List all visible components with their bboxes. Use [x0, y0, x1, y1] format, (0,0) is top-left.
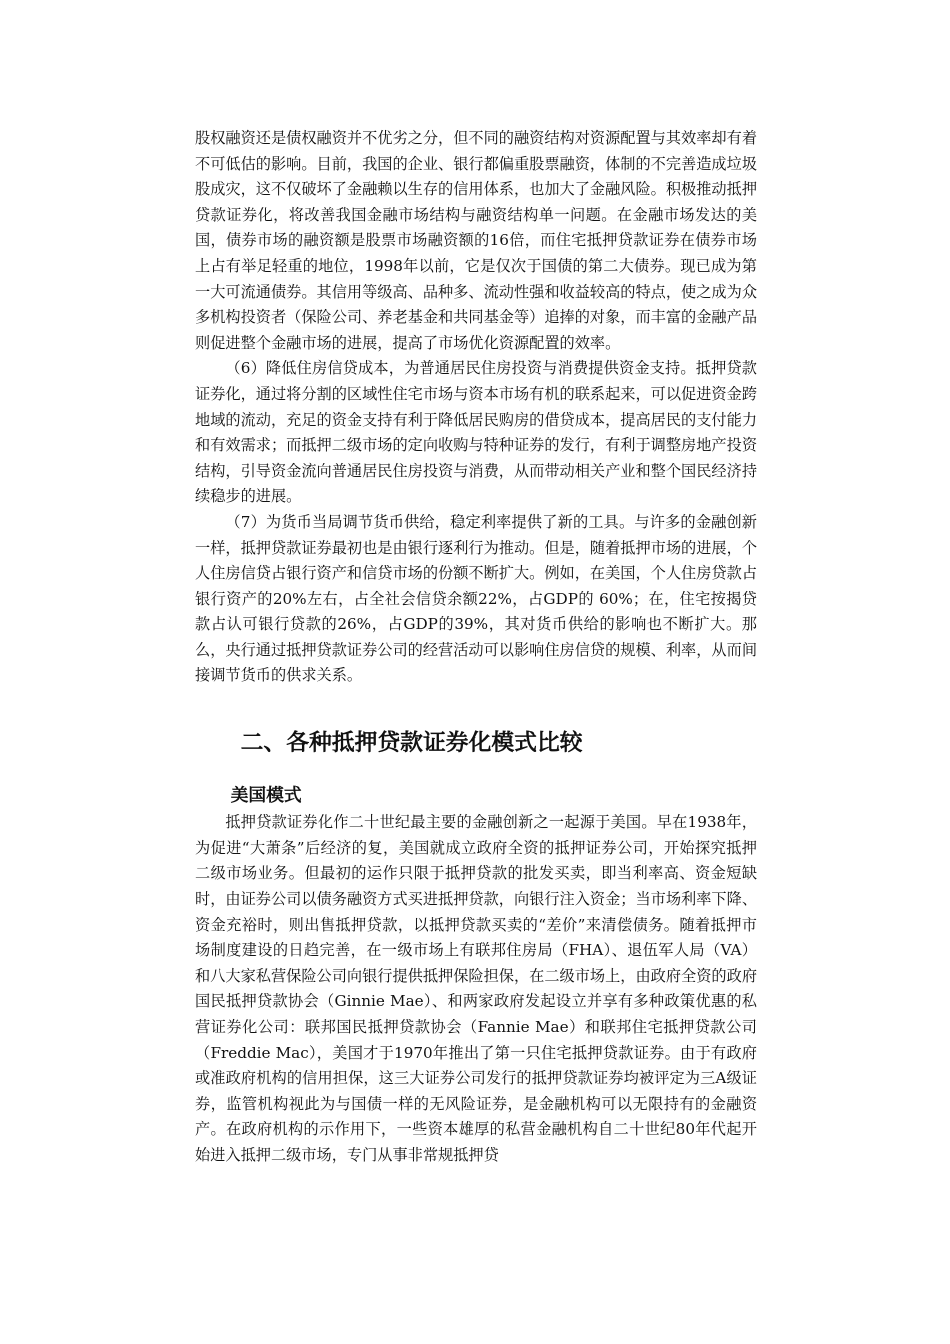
paragraph-point-7: （7）为货币当局调节货币供给，稳定利率提供了新的工具。与许多的金融创新一样，抵押贷款证券最初也是由银行逐利行为推动。但是，随着抵押市场的进展，个人住房信贷占银行资产和信贷市场的份额不断扩大。例如，在美国，个人住房贷款占银行资产的20%左右，占全社会信贷余额22%，占GDP的 60%；在，住宅按揭贷款占认可银行贷款的26%，占GDP的39%，其对货币供给的影响也不断扩大。那么，央行通过抵押贷款证券公司的经营活动可以影响住房信贷的规模、利率，从而间接调节货币的供求关系。: [195, 512, 757, 685]
document-page: [195, 126, 757, 1169]
paragraph-us-model: 抵押贷款证券化作二十世纪最主要的金融创新之一起源于美国。早在1938年，为促进“大萧条”后经济的复，美国就成立政府全资的抵押证券公司，开始探究抵押二级市场业务。但最初的运作只限于抵押贷款的批发买卖，即当利率高、资金短缺时，由证券公司以债务融资方式买进抵押贷款，向银行注入资金；当市场利率下降、资金充裕时，则出售抵押贷款，以抵押贷款买卖的“差价”来清偿债务。随着抵押市场制度建设的日趋完善，在一级市场上有联邦住房局（FHA）、退伍军人局（VA）和八大家私营保险公司向银行提供抵押保险担保，在二级市场上，由政府全资的政府国民抵押贷款协会（Ginnie Mae）、和两家政府发起设立并享有多种政策优惠的私营证券化公司：联邦国民抵押贷款协会（Fannie Mae）和联邦住宅抵押贷款公司（Freddie Mac），美国才于1970年推出了第一只住宅抵押贷款证券。由于有政府或准政府机构的信用担保，这三大证券公司发行的抵押贷款证券均被评定为三A级证券，监管机构视此为与国债一样的无风险证券，是金融机构可以无限持有的金融资产。在政府机构的示作用下，一些资本雄厚的私营金融机构自二十世纪80年代起开始进入抵押二级市场，专门从事非常规抵押贷: [195, 813, 757, 1164]
paragraph-financing-structure: 股权融资还是债权融资并不优劣之分，但不同的融资结构对资源配置与其效率却有着不可低估的影响。目前，我国的企业、银行都偏重股票融资，体制的不完善造成垃圾股成灾，这不仅破坏了金融赖以生存的信用体系，也加大了金融风险。积极推动抵押贷款证券化，将改善我国金融市场结构与融资结构单一问题。在金融市场发达的美国，债券市场的融资额是股票市场融资额的16倍，而住宅抵押贷款证券在债券市场上占有举足轻重的地位，1998年以前，它是仅次于国债的第二大债券。现已成为第一大可流通债券。其信用等级高、品种多、流动性强和收益较高的特点，使之成为众多机构投资者（保险公司、养老基金和共同基金等）追捧的对象，而丰富的金融产品则促进整个金融市场的进展，提高了市场优化资源配置的效率。: [195, 129, 757, 352]
section-heading: 二、各种抵押贷款证券化模式比较: [240, 730, 583, 757]
paragraph-point-6: （6）降低住房信贷成本，为普通居民住房投资与消费提供资金支持。抵押贷款证券化，通过将分割的区域性住宅市场与资本市场有机的联系起来，可以促进资金跨地域的流动，充足的资金支持有利于降低居民购房的借贷成本，提高居民的支付能力和有效需求；而抵押二级市场的定向收购与特种证券的发行，有利于调整房地产投资结构，引导资金流向普通居民住房投资与消费，从而带动相关产业和整个国民经济持续稳步的进展。: [195, 359, 757, 506]
subsection-heading-us-model: 美国模式: [230, 784, 302, 806]
